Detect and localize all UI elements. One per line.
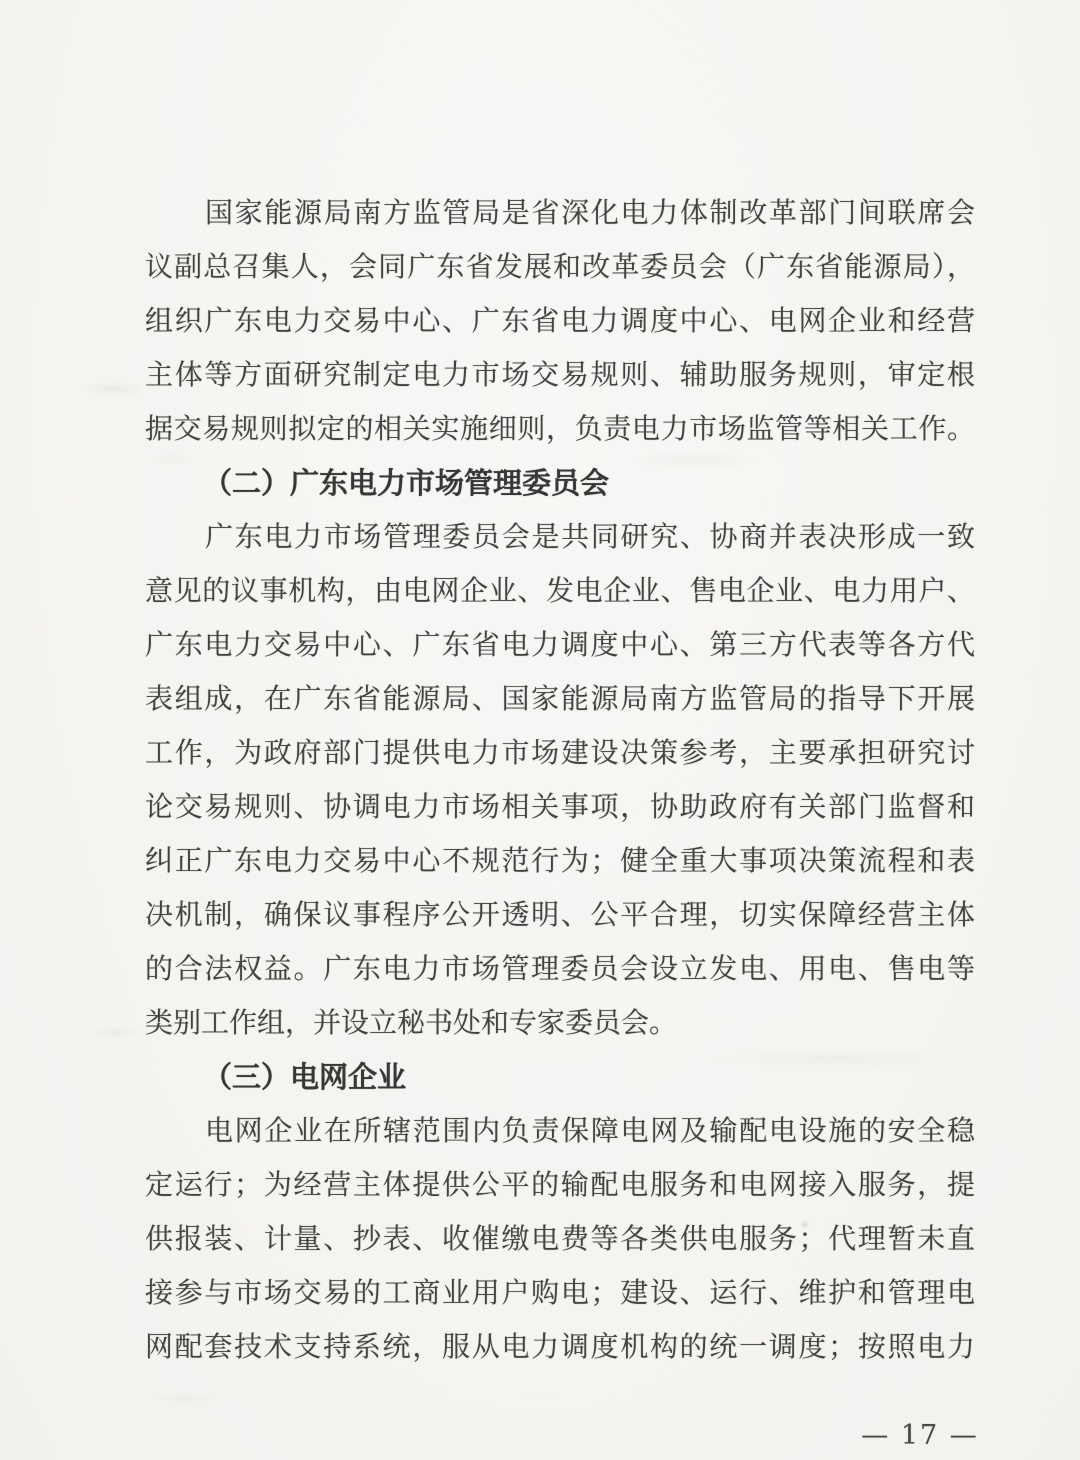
text-line: 网配套技术支持系统，服从电力调度机构的统一调度；按照电力 <box>145 1330 975 1363</box>
scan-artifact <box>80 381 150 397</box>
section-heading-3: （三）电网企业 <box>203 1060 407 1094</box>
text-line: 论交易规则、协调电力市场相关事项，协助政府有关部门监督和 <box>145 790 975 823</box>
text-line: 表组成，在广东省能源局、国家能源局南方监管局的指导下开展 <box>145 682 975 715</box>
text-line: 主体等方面研究制定电力市场交易规则、辅助服务规则，审定根 <box>145 358 975 391</box>
text-line: 据交易规则拟定的相关实施细则，负责电力市场监管等相关工作。 <box>145 412 975 445</box>
text-line: 广东电力交易中心、广东省电力调度中心、第三方代表等各方代 <box>145 628 975 661</box>
text-line: 组织广东电力交易中心、广东省电力调度中心、电网企业和经营 <box>145 304 975 337</box>
text-line: 接参与市场交易的工商业用户购电；建设、运行、维护和管理电 <box>145 1276 975 1309</box>
text-line: 纠正广东电力交易中心不规范行为；健全重大事项决策流程和表 <box>145 844 975 877</box>
paragraph-first-line: 国家能源局南方监管局是省深化电力体制改革部门间联席会 <box>205 196 975 229</box>
text-line: 的合法权益。广东电力市场管理委员会设立发电、用电、售电等 <box>145 952 975 985</box>
paragraph-last-line: 类别工作组，并设立秘书处和专家委员会。 <box>145 1006 678 1039</box>
paragraph-first-line: 电网企业在所辖范围内负责保障电网及输配电设施的安全稳 <box>205 1114 975 1147</box>
text-line: 供报装、计量、抄表、收催缴电费等各类供电服务；代理暂未直 <box>145 1222 975 1255</box>
paragraph-first-line: 广东电力市场管理委员会是共同研究、协商并表决形成一致 <box>205 520 975 553</box>
text-line: 工作，为政府部门提供电力市场建设决策参考，主要承担研究讨 <box>145 736 975 769</box>
text-line: 定运行；为经营主体提供公平的输配电服务和电网接入服务，提 <box>145 1168 975 1201</box>
text-line: 议副总召集人，会同广东省发展和改革委员会（广东省能源局）， <box>145 250 975 283</box>
scan-artifact <box>88 1026 144 1039</box>
page-number: — 17 — <box>861 1420 979 1451</box>
text-line: 决机制，确保议事程序公开透明、公平合理，切实保障经营主体 <box>145 898 975 931</box>
text-line: 意见的议事机构，由电网企业、发电企业、售电企业、电力用户、 <box>145 574 975 607</box>
scan-artifact <box>140 1392 230 1404</box>
document-body-text <box>145 186 975 1374</box>
section-heading-2: （二）广东电力市场管理委员会 <box>203 466 610 500</box>
